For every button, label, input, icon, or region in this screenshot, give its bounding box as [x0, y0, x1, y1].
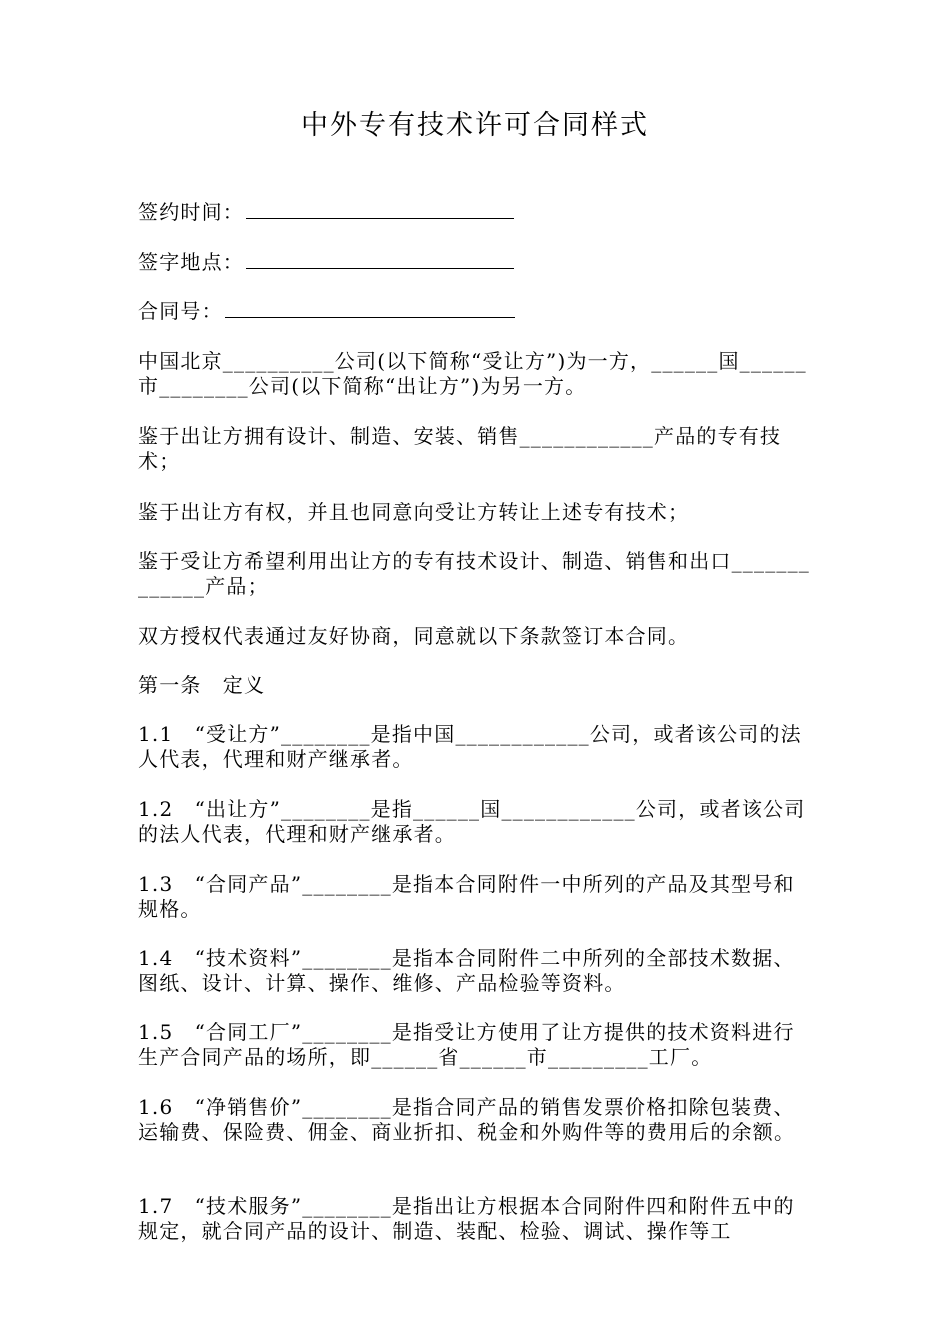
signing-time-label: 签约时间：	[138, 200, 244, 224]
clause-1-3: 1.3 “合同产品”________是指本合同附件一中所列的产品及其型号和规格。	[138, 872, 795, 921]
paragraph-whereas-1: 鉴于出让方拥有设计、制造、安装、销售____________产品的专有技术；	[138, 424, 782, 473]
paragraph-whereas-2: 鉴于出让方有权，并且也同意向受让方转让上述专有技术；	[138, 500, 690, 524]
paragraph-agreement: 双方授权代表通过友好协商，同意就以下条款签订本合同。	[138, 624, 690, 648]
signing-place-blank	[246, 250, 514, 269]
paragraph-parties: 中国北京__________公司(以下简称“受让方”)为一方，______国______市________公司(以下简称“出让方”)为另一方。	[138, 349, 807, 398]
signing-place-row	[138, 250, 813, 275]
clause-1-1: 1.1 “受让方”________是指中国____________公司，或者该公司的法人代表，代理和财产继承者。	[138, 722, 802, 771]
contract-number-label: 合同号：	[138, 299, 223, 323]
signing-time-row	[138, 200, 813, 225]
clause-1-2: 1.2 “出让方”________是指______国____________公司，或者该公司的法人代表，代理和财产继承者。	[138, 797, 806, 846]
clause-1-5: 1.5 “合同工厂”________是指受让方使用了让方提供的技术资料进行生产合同产品的场所，即______省______市_________工厂。	[138, 1020, 795, 1069]
contract-number-row	[138, 299, 813, 324]
paragraph-whereas-3: 鉴于受让方希望利用出让方的专有技术设计、制造、销售和出口_____________产品；	[138, 549, 810, 598]
document-title: 中外专有技术许可合同样式	[301, 110, 649, 141]
clause-1-6: 1.6 “净销售价”________是指合同产品的销售发票价格扣除包装费、运输费、保险费、佣金、商业折扣、税金和外购件等的费用后的余额。	[138, 1095, 796, 1144]
article-1-heading: 第一条 定义	[138, 673, 266, 697]
signing-place-label: 签字地点：	[138, 250, 244, 274]
signing-time-blank	[246, 200, 514, 219]
clause-1-7: 1.7 “技术服务”________是指出让方根据本合同附件四和附件五中的规定，就合同产品的设计、制造、装配、检验、调试、操作等工	[138, 1194, 795, 1243]
clause-1-4: 1.4 “技术资料”________是指本合同附件二中所列的全部技术数据、图纸、设计、计算、操作、维修、产品检验等资料。	[138, 946, 795, 995]
contract-number-blank	[225, 299, 515, 318]
